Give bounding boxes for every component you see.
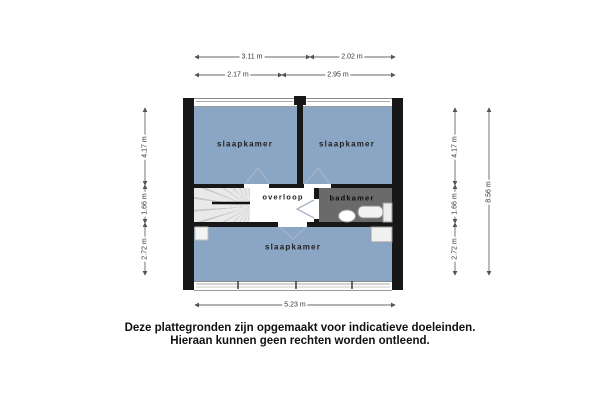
dim-bottom-width: 5.23 m — [284, 301, 306, 309]
dim-top-outer-right: 2.02 m — [341, 53, 363, 61]
disclaimer-line-2: Hieraan kunnen geen rechten worden ontleend. — [170, 335, 430, 347]
room-label-bathroom: badkamer — [329, 193, 375, 203]
wall-mid-top-seg1 — [194, 184, 244, 188]
room-label-bedroom-top-left: slaapkamer — [216, 139, 274, 149]
wall-bathroom-seg1 — [314, 188, 319, 199]
disclaimer-line-1: Deze plattegronden zijn opgemaakt voor indicatieve doeleinden. — [124, 322, 476, 334]
dim-top-outer-left: 3.11 m — [241, 53, 263, 61]
door-opening-bedroom-top-left — [244, 184, 269, 188]
dim-top-inner-right: 2.95 m — [327, 71, 349, 79]
dim-left-top: 4.17 m — [141, 136, 149, 158]
room-bedroom-bottom — [194, 227, 392, 281]
dim-right-middle: 1.66 m — [451, 193, 459, 215]
dim-right-top: 4.17 m — [451, 136, 459, 158]
dim-top-inner-left: 2.17 m — [227, 71, 249, 79]
room-label-bedroom-bottom: slaapkamer — [264, 242, 322, 252]
room-label-bedroom-top-right: slaapkamer — [318, 139, 376, 149]
room-label-landing: overloop — [262, 192, 304, 202]
dim-right-bottom: 2.72 m — [451, 238, 459, 260]
dim-right-total: 8.56 m — [485, 181, 493, 203]
wall-partition-top-rooms — [297, 105, 303, 188]
door-opening-bedroom-bottom — [278, 222, 307, 227]
wall-right — [392, 98, 403, 290]
wall-left — [183, 98, 194, 290]
wall-mid-top-seg2 — [269, 184, 304, 188]
dim-left-bottom: 2.72 m — [141, 238, 149, 260]
wall-mid-bottom-seg1 — [194, 222, 278, 227]
staircase — [194, 188, 250, 222]
dim-left-middle: 1.66 m — [141, 193, 149, 215]
wall-top-center-block — [294, 96, 306, 105]
window-band-bottom — [194, 281, 392, 291]
window-band-top — [194, 98, 392, 107]
wall-mid-top-seg3 — [331, 184, 392, 188]
wall-mid-bottom-seg2 — [307, 222, 392, 227]
